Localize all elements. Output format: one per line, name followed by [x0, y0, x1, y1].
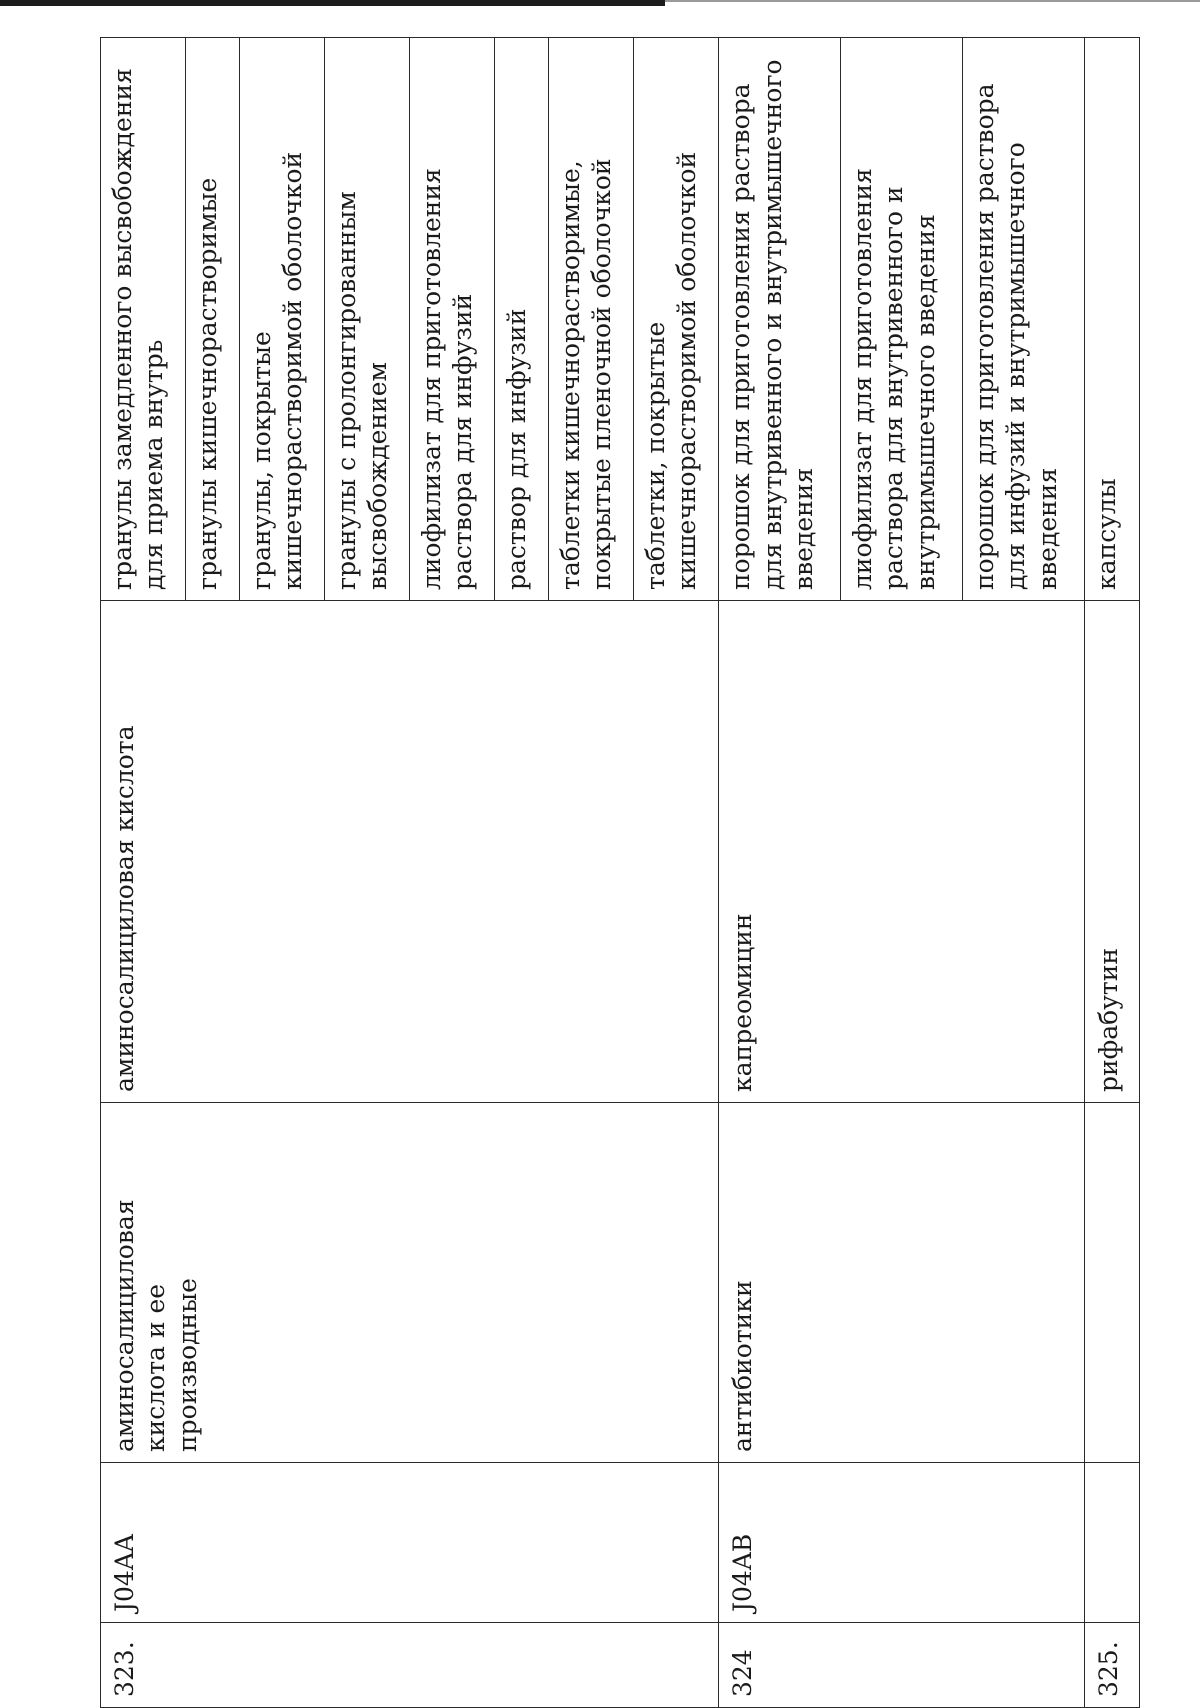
atc-code: [1084, 1463, 1139, 1623]
row-number: 325.: [1084, 1623, 1139, 1708]
table-row: [719, 38, 1085, 1708]
dosage-form: гранулы замедленного высвобождения для приема внутрь: [108, 68, 169, 590]
row-number: 323.: [101, 1623, 719, 1708]
dosage-form: капсулы: [1091, 478, 1121, 590]
dosage-form: лиофилизат для приготовления раствора для инфузий: [409, 38, 494, 600]
pharmacological-group: антибиотики: [719, 1103, 1085, 1463]
dosage-form: порошок для приготовления раствора для инфузий и внутримышечного введения: [962, 38, 1084, 600]
dosage-forms-list: [719, 38, 1084, 600]
table-row: [1084, 38, 1139, 1708]
atc-code: J04AB: [719, 1463, 1085, 1623]
dosage-forms-cell: [1084, 38, 1139, 601]
dosage-forms-list: [101, 38, 718, 600]
dosage-form: раствор для инфузий: [494, 38, 548, 600]
active-substance: аминосалициловая кислота: [101, 601, 719, 1103]
dosage-forms-cell: [719, 38, 1085, 601]
rotated-document-page: [100, 38, 1140, 1708]
dosage-form: гранулы с пролонгированным высвобождением: [324, 38, 409, 600]
dosage-form: лиофилизат для приготовления раствора для внутривенного и внутримышечного введения: [840, 38, 962, 600]
dosage-form: таблетки, покрытые кишечнорастворимой оболочкой: [633, 38, 718, 600]
dosage-forms-list: [1085, 38, 1139, 600]
dosage-form: гранулы кишечнорастворимые: [185, 38, 239, 600]
row-number: 324: [719, 1623, 1085, 1708]
scan-edge-light: [665, 0, 1200, 2]
drug-list-table: [100, 37, 1140, 1708]
active-substance: рифабутин: [1084, 601, 1139, 1103]
table-row: [101, 38, 719, 1708]
dosage-form: таблетки кишечнорастворимые, покрытые пленочной оболочкой: [548, 38, 633, 600]
dosage-form: гранулы, покрытые кишечнорастворимой оболочкой: [239, 38, 324, 600]
pharmacological-group: аминосалициловая кислота и ее производные: [101, 1103, 719, 1463]
active-substance: капреомицин: [719, 601, 1085, 1103]
pharmacological-group: [1084, 1103, 1139, 1463]
dosage-forms-cell: [101, 38, 719, 601]
dosage-form: порошок для приготовления раствора для внутривенного и внутримышечного введения: [726, 59, 818, 590]
scan-edge-dark: [0, 0, 665, 6]
atc-code: J04AA: [101, 1463, 719, 1623]
